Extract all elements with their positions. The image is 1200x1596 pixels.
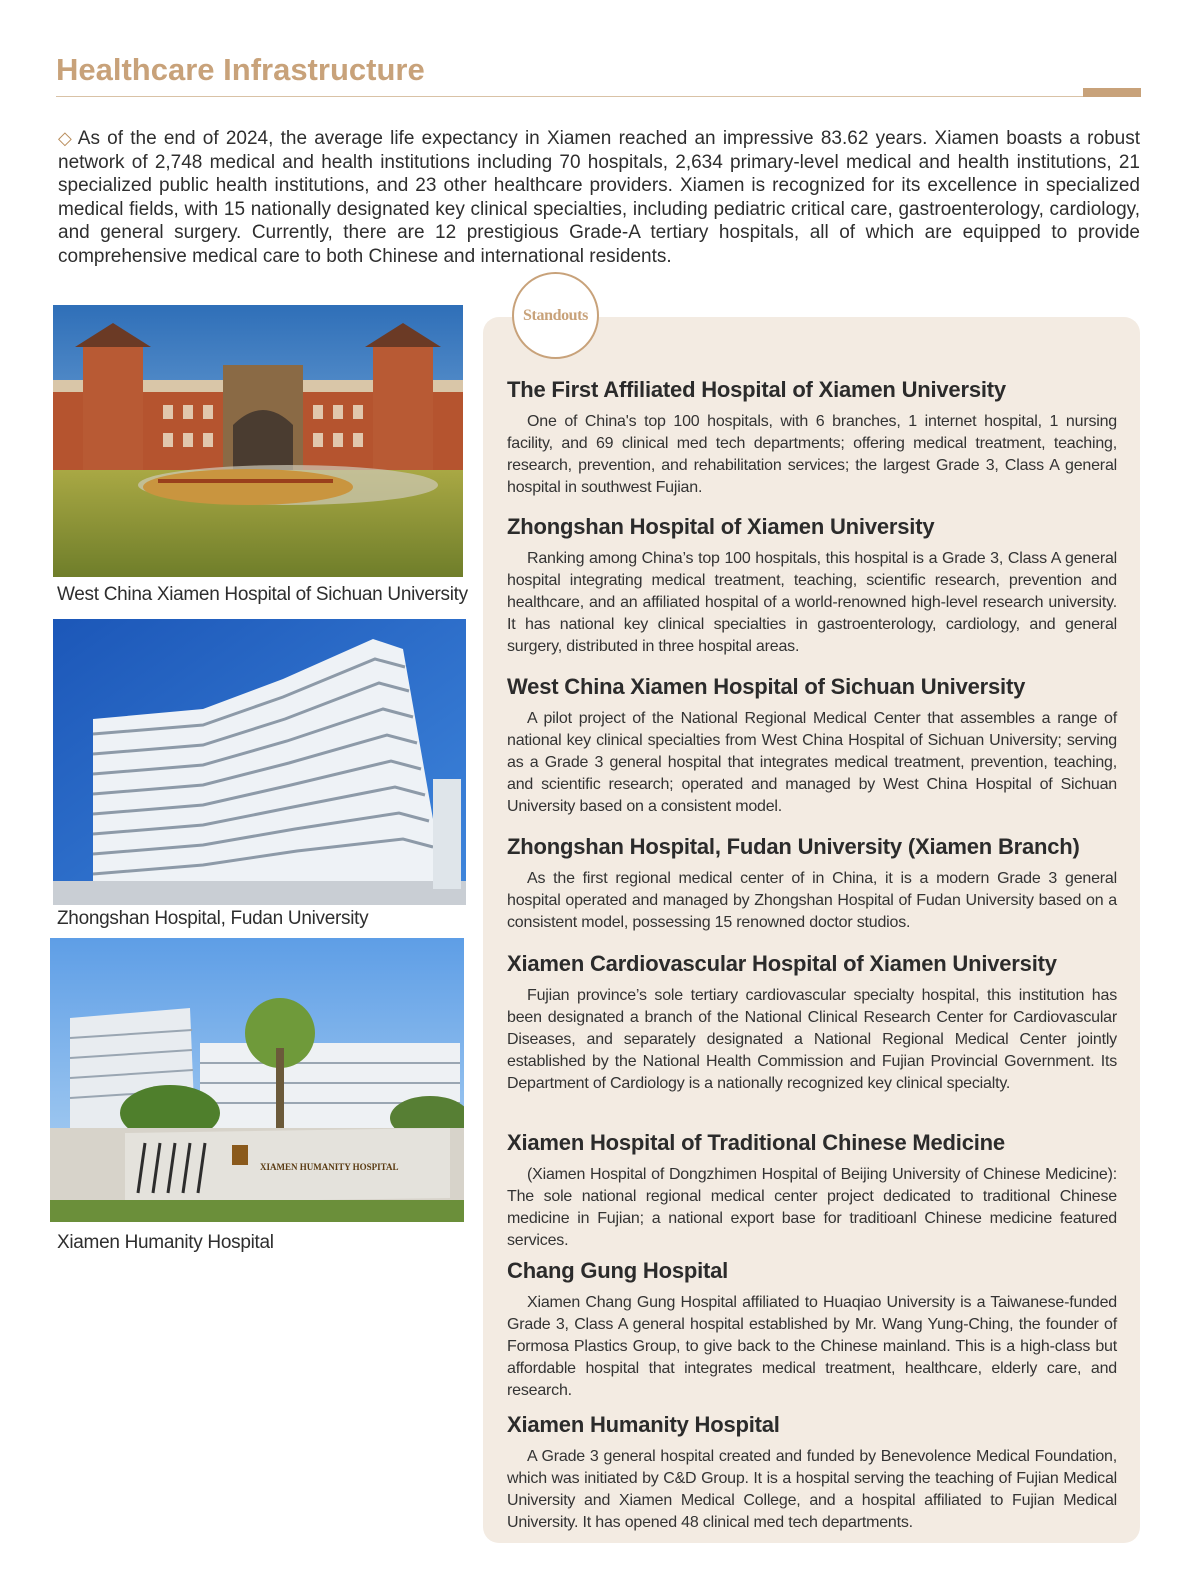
hospital-entry bbox=[507, 514, 1117, 658]
hospital-description: A Grade 3 general hospital created and funded by Benevolence Medical Foundation, which was initiated by C&D Group. It is a hospital serving the teaching of Fujian Medical University and Xiamen Medical College, and a hospital affiliated to Fujian Medical University. It has opened 48 clinical med tech departments. bbox=[507, 1448, 1117, 1531]
photo-caption: West China Xiamen Hospital of Sichuan University bbox=[57, 584, 468, 605]
intro-paragraph bbox=[58, 127, 1140, 269]
hospital-entry bbox=[507, 1258, 1117, 1402]
hospital-name: West China Xiamen Hospital of Sichuan University bbox=[507, 674, 1026, 699]
sign-text: XIAMEN HUMANITY HOSPITAL bbox=[260, 1162, 399, 1172]
hospital-description: Ranking among China’s top 100 hospitals, this hospital is a Grade 3, Class A general hospital integrating medical treatment, teaching, scientific research, prevention and healthcare, and an affiliated hospital of a world-renowned high-level research university. It has national key clinical specialties in gastroenterology, cardiology, and general surgery, distributed in three hospital areas. bbox=[507, 550, 1117, 655]
hospital-name: Zhongshan Hospital of Xiamen University bbox=[507, 514, 935, 539]
photo-xiamen-humanity-hospital bbox=[50, 938, 464, 1222]
hospital-name: Xiamen Humanity Hospital bbox=[507, 1412, 780, 1437]
photo-caption: Zhongshan Hospital, Fudan University bbox=[57, 908, 369, 929]
hospital-description: (Xiamen Hospital of Dongzhimen Hospital of Beijing University of Chinese Medicine): The sole national regional medical center project dedicated to traditional Chinese medicine in Fujian; a national export base for traditioanl Chinese medicine featured services. bbox=[507, 1166, 1117, 1249]
hospital-description: One of China's top 100 hospitals, with 6 branches, 1 internet hospital, 1 nursing facility, and 69 clinical med tech departments; offering medical treatment, teaching, research, prevention, and rehabilitation services; the largest Grade 3, Class A general hospital in southwest Fujian. bbox=[507, 413, 1117, 496]
hospital-description: Fujian province’s sole tertiary cardiovascular specialty hospital, this institution has been designated a branch of the National Clinical Research Center for Cardiovascular Diseases, and separately designated a National Regional Medical Center jointly established by the National Health Commission and Fujian Provincial Government. Its Department of Cardiology is a nationally recognized key clinical specialty. bbox=[507, 987, 1117, 1092]
hospital-name: Zhongshan Hospital, Fudan University (Xiamen Branch) bbox=[507, 834, 1080, 859]
intro-text: As of the end of 2024, the average life expectancy in Xiamen reached an impressive 83.62 years. Xiamen boasts a robust network of 2,748 medical and health institutions including 70 hospitals, 2,634 primary-level medical and health institutions, 21 specialized public health institutions, and 23 other healthcare providers. Xiamen is recognized for its excellence in specialized medical fields, with 15 nationally designated key clinical specialties, including pediatric critical care, gastroenterology, cardiology, and general surgery. Currently, there are 12 prestigious Grade-A tertiary hospitals, all of which are equipped to provide comprehensive medical care to both Chinese and international residents. bbox=[58, 128, 1140, 267]
hospital-name: Xiamen Hospital of Traditional Chinese Medicine bbox=[507, 1130, 1005, 1155]
hospital-entry bbox=[507, 951, 1117, 1095]
hospital-name: Xiamen Cardiovascular Hospital of Xiamen University bbox=[507, 951, 1057, 976]
hospital-entry bbox=[507, 674, 1117, 818]
hospital-description: Xiamen Chang Gung Hospital affiliated to Huaqiao University is a Taiwanese-funded Grade 3, Class A general hospital established by Mr. Wang Yung-Ching, the founder of Formosa Plastics Group, to give back to the Chinese mainland. This is a high-class but affordable hospital that integrates medical treatment, healthcare, elderly care, and research. bbox=[507, 1294, 1117, 1399]
hospital-description: A pilot project of the National Regional Medical Center that assembles a range of national key clinical specialties from West China Hospital of Sichuan University; serving as a Grade 3 general hospital that integrates medical treatment, prevention, teaching, and scientific research; operated and managed by West China Hospital of Sichuan University based on a consistent model. bbox=[507, 710, 1117, 815]
hospital-entry bbox=[507, 1130, 1117, 1252]
title-divider bbox=[56, 96, 1140, 97]
hospital-description: As the first regional medical center of in China, it is a modern Grade 3 general hospital operated and managed by Zhongshan Hospital of Fudan University based on a consistent model, possessing 15 renowned doctor studios. bbox=[507, 870, 1117, 931]
hospital-entry bbox=[507, 834, 1117, 934]
photo-zhongshan-fudan-hospital bbox=[53, 619, 466, 905]
hospital-name: Chang Gung Hospital bbox=[507, 1258, 729, 1283]
standouts-badge bbox=[512, 272, 599, 359]
standouts-badge-label: Standouts bbox=[523, 306, 588, 324]
hospital-entry bbox=[507, 1412, 1117, 1534]
hospital-name: The First Affiliated Hospital of Xiamen University bbox=[507, 377, 1006, 402]
hospital-entry bbox=[507, 377, 1117, 499]
diamond-bullet-icon: ◇ bbox=[58, 128, 74, 148]
title-accent-bar bbox=[1083, 88, 1141, 97]
photo-caption: Xiamen Humanity Hospital bbox=[57, 1232, 274, 1253]
photo-west-china-hospital bbox=[53, 305, 463, 577]
page-title: Healthcare Infrastructure bbox=[56, 52, 425, 87]
